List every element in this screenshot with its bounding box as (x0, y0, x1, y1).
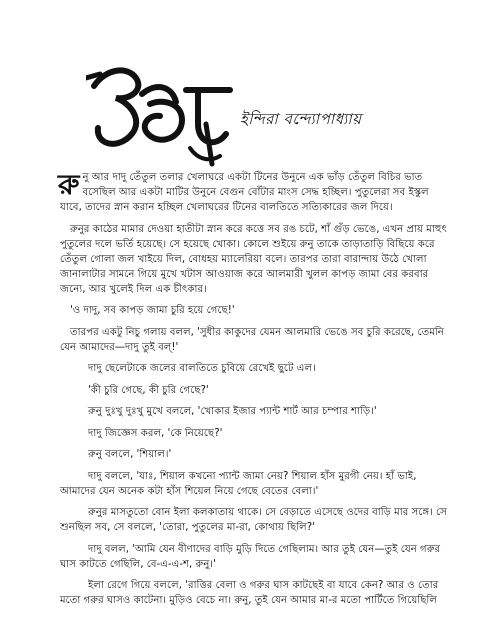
paragraph: তারপর একটু নিচু গলায় বলল, 'সুধীর কাকুদের যেমন আলমারি ভেঙে সব চুরি করেছে, তেমনি যেন আমাদের—দাদু তুই বল্!' (60, 326, 444, 353)
title-logo (86, 64, 236, 168)
paragraph: রুনুর কাঠের মামার দেওয়া হাতীটা স্নান করে কত্তে সব রঙ চটে, শাঁ গুঁড় ভেঙে, এখন প্রায় মাহুৎ পুতুলের দলে ভর্তি হয়েছে। সে হয়েছে খোকা। কোলে শুইয়ে রুনু তাকে তাড়াতাড়ি বিছিয়ে করে তেঁতুল গোলা জল খাইয়ে দিল, বোধহয় ম্যালেরিয়া বলে। তারপর তারা বারান্দায় উঠে খোলা জানালাটার সামনে গিয়ে মুখে খটাস আওয়াজ করে আলমারী খুলল কাপড় জামা বের করবার জন্যে, আর খুলেই দিল এক চীৎকার। (60, 223, 447, 295)
paragraph: রুনুর মাসতুতো বোন ইলা কলকাতায় থাকে। সে বেড়াতে এসেছে ওদের বাড়ি মার সঙ্গে। সে শুনছিল সব, সে বললে, 'তোরা, পুতুলের মা-রা, কোথায় ছিলি?' (60, 507, 447, 533)
paragraph: রুনু দুঃখু দুঃখু মুখে বললে, 'খোকার ইজার প্যান্ট শার্ট আর চম্পার শাড়ি।' (88, 406, 377, 417)
paragraph: দাদু ছেলেটাকে জলের বালতিতে চুবিয়ে রেখেই ছুটে এল। (88, 363, 316, 374)
drop-cap: রু (58, 168, 80, 201)
author-name: ইন্দিরা বন্দ্যোপাধ্যায় (240, 110, 362, 128)
story-text (60, 170, 452, 615)
paragraph: দাদু জিজ্ঞেস করল, 'কে নিয়েছে?' (88, 427, 223, 439)
paragraph: দাদু বলল, 'আমি যেন বীণাদের বাড়ি মুড়ি দিতে গেছিলাম। আর তুই যেন—তুই যেন গরুর ঘাস কাটতে গেছিলি, বে-এ-এ-শ, রুনু।' (60, 543, 441, 570)
paragraph: রুনু আর দাদু তেঁতুল তলার খেলাঘরে একটা টিনের উনুনে এক ভাঁড় তেঁতুল বিচির ভাত বসেছিল আর একটা মাটির উনুনে বেগুন বোঁটার মাংস সেদ্ধ হচ্ছিল। পুতুলেরা সব ইস্কুল যাবে, তাদের স্নান করান হচ্ছিল খেলাঘরের টিনের বালতিতে সত্যিকারের জল দিয়ে। (58, 168, 429, 213)
paragraph: রুনু বললে, 'শিয়াল।' (88, 449, 172, 460)
paragraph: ইলা রেগে গিয়ে বললে, 'রাত্তির বেলা ও গরুর ঘাস কাটছেই বা যাবে কেন? আর ও তোর মতো গরুর ঘাসও কাটেনা। মুড়িও বেচে না। রুনু, তুই যেন আমার মা-র মতো পার্টিতে গিয়েছিলি (60, 580, 439, 606)
paragraph: দাদু বললে, 'যাঃ, শিয়াল কখনো প্যান্ট জামা নেয়? শিয়াল হাঁস মুরগী নেয়। হাঁ ভাই, আমাদের যেন অনেক কটা হাঁস শিয়েল নিয়ে গেছে বেতের বেলা।' (60, 470, 417, 497)
paragraph: 'কী চুরি গেছে, কী চুরি গেছে?' (88, 384, 209, 396)
paragraph: 'ও দাদু, সব কাপড় জামা চুরি হয়ে গেছে!' (70, 305, 235, 316)
